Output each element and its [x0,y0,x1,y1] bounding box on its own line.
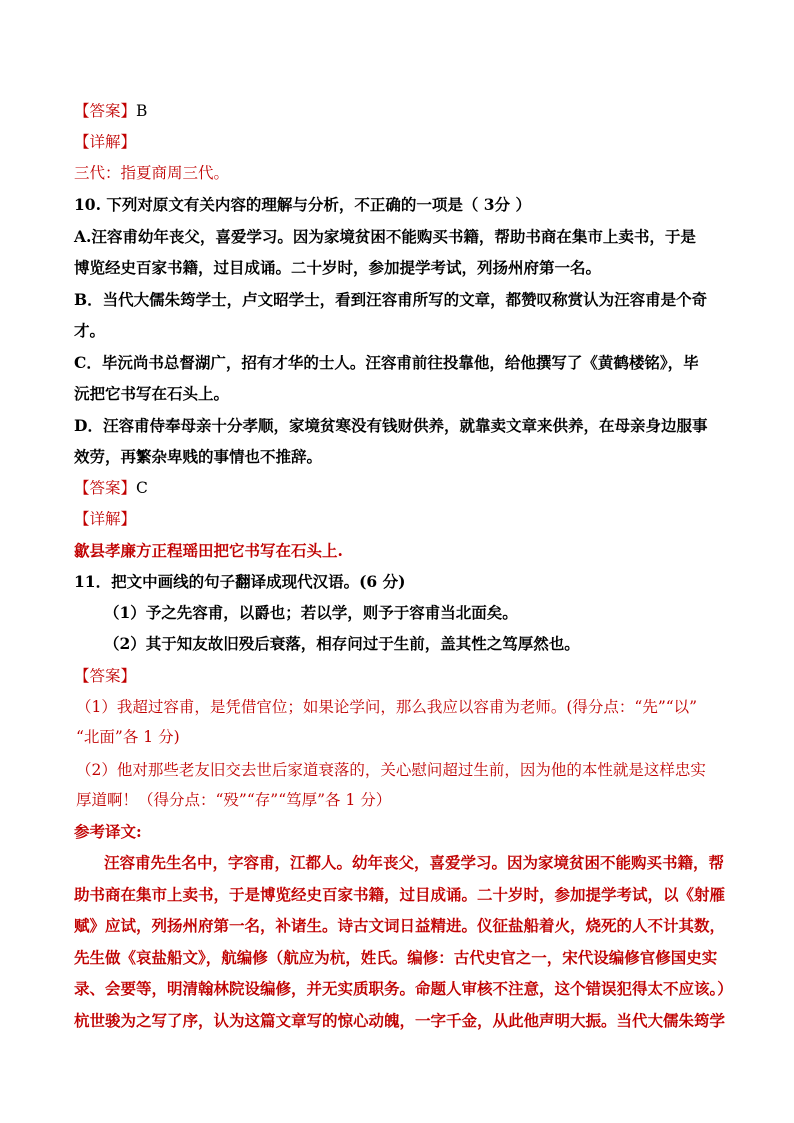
q11-answer-2-line1: （2）他对那些老友旧交去世后家道衰落的，关心慰问超过生前，因为他的本性就是这样忠实 [76,761,706,779]
q9-answer-line [74,101,147,121]
q11-sentence-1: （1）予之先容甫，以爵也；若以学，则予于容甫当北面矣。 [104,603,518,622]
q10-option-a-line2: 博览经史百家书籍，过目成诵。二十岁时，参加提学考试，列扬州府第一名。 [74,258,602,277]
q10-question: 10. 下列对原文有关内容的理解与分析，不正确的一项是（ 3分 ） [74,195,531,214]
q10-option-d-line2: 效劳，再繁杂卑贱的事情也不推辞。 [74,447,323,466]
q10-option-c-line1: C．毕沅尚书总督湖广，招有才华的士人。汪容甫前往投靠他，给他撰写了《黄鹤楼铭》，毕 [74,353,699,372]
q10-detail-label: 【详解】 [74,510,137,528]
q11-answer-2-line2: 厚道啊！（得分点：“殁”“存”“笃厚”各 1 分） [76,791,392,809]
translation-line: 汪容甫先生名中，字容甫，江都人。幼年丧父，喜爱学习。因为家境贫困不能购买书籍，帮 [104,853,725,872]
q11-answer-label: 【答案】 [74,667,137,685]
translation-label: 参考译文: [74,822,142,841]
q11-question: 11．把文中画线的句子翻译成现代汉语。(6 分) [74,572,406,591]
answer-label: 【答案】 [74,479,137,497]
answer-value: B [136,102,148,120]
translation-line: 先生做《哀盐船文》，航编修（航应为杭，姓氏。编修：古代史官之一，宋代设编修官修国史实 [74,948,718,967]
q9-detail-label: 【详解】 [74,133,137,151]
q10-option-d-line1: D．汪容甫侍奉母亲十分孝顺，家境贫寒没有钱财供养，就靠卖文章来供养，在母亲身边服事 [74,416,708,435]
translation-line: 杭世骏为之写了序，认为这篇文章写的惊心动魄，一字千金，从此他声明大振。当代大儒朱筠学 [74,1011,726,1030]
translation-line: 助书商在集市上卖书，于是博览经史百家书籍，过目成诵。二十岁时，参加提学考试，以《射雁 [74,885,726,904]
q10-option-b-line1: B．当代大儒朱筠学士，卢文昭学士，看到汪容甫所写的文章，都赞叹称赏认为汪容甫是个奇 [74,290,708,309]
q11-answer-1-line1: （1）我超过容甫，是凭借官位；如果论学问，那么我应以容甫为老师。(得分点：“先”“以” [76,698,698,716]
q10-option-c-line2: 沅把它书写在石头上。 [74,384,230,403]
answer-label: 【答案】 [74,102,137,120]
q11-sentence-2: （2）其于知友故旧殁后衰落，相存问过于生前，盖其性之笃厚然也。 [104,634,580,653]
q10-option-b-line2: 才。 [74,321,106,340]
q11-answer-1-line2: “北面”各 1 分) [76,728,180,746]
translation-line: 赋》应试，列扬州府第一名，补诸生。诗古文词日益精进。仪征盐船着火，烧死的人不计其数， [74,916,726,935]
answer-value: C [136,479,148,497]
translation-line: 录、会要等，明清翰林院设编修，并无实质职务。命题人审核不注意，这个错误犯得太不应该。） [74,979,733,998]
q9-detail-text: 三代：指夏商周三代。 [74,164,230,182]
q10-detail-text: 歙县孝廉方正程瑶田把它书写在石头上. [74,541,343,560]
q10-answer-line [74,478,148,498]
q10-option-a-line1: A.汪容甫幼年丧父，喜爱学习。因为家境贫困不能购买书籍，帮助书商在集市上卖书，于是 [74,227,696,246]
